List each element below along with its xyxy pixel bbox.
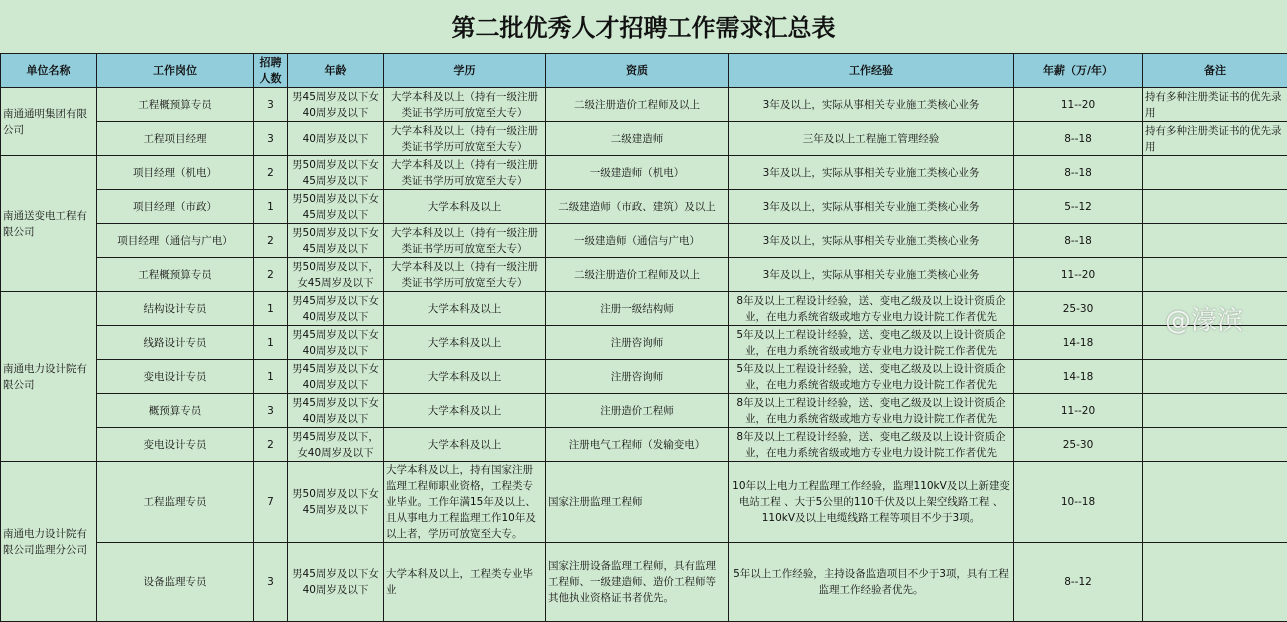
cell-position[interactable]: 线路设计专员: [97, 326, 254, 360]
cell-experience[interactable]: 8年及以上工程设计经验，送、变电乙级及以上设计资质企业，在电力系统省级或地方专业电力设计院工作者优先: [729, 428, 1014, 462]
table-row: [1, 326, 1287, 360]
cell-count[interactable]: 1: [254, 326, 288, 360]
table-row: [1, 360, 1287, 394]
table-row: [1, 156, 1287, 190]
cell-position[interactable]: 工程概预算专员: [97, 88, 254, 122]
cell-qualification[interactable]: 二级注册造价工程师及以上: [546, 88, 729, 122]
cell-note[interactable]: [1143, 224, 1287, 258]
cell-salary[interactable]: 8--18: [1014, 122, 1143, 156]
header-experience[interactable]: 工作经验: [729, 54, 1014, 88]
cell-note[interactable]: [1143, 258, 1287, 292]
table-row: [1, 122, 1287, 156]
cell-experience[interactable]: 3年及以上，实际从事相关专业施工类核心业务: [729, 88, 1014, 122]
cell-age[interactable]: 男45周岁及以下女40周岁及以下: [288, 543, 384, 622]
cell-salary[interactable]: 11--20: [1014, 394, 1143, 428]
cell-company[interactable]: 南通电力设计院有限公司: [1, 292, 97, 462]
cell-qualification[interactable]: 注册咨询师: [546, 326, 729, 360]
cell-experience[interactable]: 3年及以上，实际从事相关专业施工类核心业务: [729, 190, 1014, 224]
cell-count[interactable]: 2: [254, 224, 288, 258]
cell-salary[interactable]: 11--20: [1014, 258, 1143, 292]
cell-qualification[interactable]: 一级建造师（机电）: [546, 156, 729, 190]
cell-education[interactable]: 大学本科及以上，持有国家注册监理工程师职业资格，工程类专业毕业。工作年满15年及以上、且从事电力工程监理工作10年及以上者，学历可放宽至大专。: [384, 462, 546, 543]
cell-position[interactable]: 项目经理（机电）: [97, 156, 254, 190]
cell-qualification[interactable]: 注册一级结构师: [546, 292, 729, 326]
cell-age[interactable]: 男50周岁及以下，女45周岁及以下: [288, 258, 384, 292]
cell-age[interactable]: 男50周岁及以下女45周岁及以下: [288, 190, 384, 224]
cell-education[interactable]: 大学本科及以上（持有一级注册类证书学历可放宽至大专）: [384, 122, 546, 156]
cell-note[interactable]: [1143, 543, 1287, 622]
header-education[interactable]: 学历: [384, 54, 546, 88]
cell-position[interactable]: 变电设计专员: [97, 428, 254, 462]
cell-age[interactable]: 男50周岁及以下女45周岁及以下: [288, 156, 384, 190]
cell-experience[interactable]: 8年及以上工程设计经验，送、变电乙级及以上设计资质企业，在电力系统省级或地方专业电力设计院工作者优先: [729, 292, 1014, 326]
cell-count[interactable]: 2: [254, 156, 288, 190]
recruitment-table: [0, 53, 1287, 622]
cell-note[interactable]: [1143, 190, 1287, 224]
cell-qualification[interactable]: 国家注册监理工程师: [546, 462, 729, 543]
cell-note[interactable]: [1143, 292, 1287, 326]
cell-education[interactable]: 大学本科及以上: [384, 394, 546, 428]
cell-qualification[interactable]: 一级建造师（通信与广电）: [546, 224, 729, 258]
header-qualification[interactable]: 资质: [546, 54, 729, 88]
table-row: [1, 258, 1287, 292]
cell-company[interactable]: 南通电力设计院有限公司监理分公司: [1, 462, 97, 622]
cell-education[interactable]: 大学本科及以上（持有一级注册类证书学历可放宽至大专）: [384, 258, 546, 292]
cell-education[interactable]: 大学本科及以上（持有一级注册类证书学历可放宽至大专）: [384, 156, 546, 190]
cell-salary[interactable]: 10--18: [1014, 462, 1143, 543]
cell-count[interactable]: 2: [254, 428, 288, 462]
cell-qualification[interactable]: 二级建造师（市政、建筑）及以上: [546, 190, 729, 224]
cell-qualification[interactable]: 注册电气工程师（发输变电）: [546, 428, 729, 462]
cell-position[interactable]: 工程概预算专员: [97, 258, 254, 292]
cell-company[interactable]: 南通送变电工程有限公司: [1, 156, 97, 292]
cell-salary[interactable]: 8--18: [1014, 156, 1143, 190]
cell-age[interactable]: 40周岁及以下: [288, 122, 384, 156]
cell-education[interactable]: 大学本科及以上: [384, 428, 546, 462]
cell-position[interactable]: 工程监理专员: [97, 462, 254, 543]
cell-count[interactable]: 3: [254, 543, 288, 622]
cell-experience[interactable]: 3年及以上，实际从事相关专业施工类核心业务: [729, 258, 1014, 292]
cell-age[interactable]: 男50周岁及以下女45周岁及以下: [288, 224, 384, 258]
cell-age[interactable]: 男45周岁及以下女40周岁及以下: [288, 394, 384, 428]
cell-position[interactable]: 项目经理（通信与广电）: [97, 224, 254, 258]
cell-education[interactable]: 大学本科及以上，工程类专业毕业: [384, 543, 546, 622]
cell-experience[interactable]: 三年及以上工程施工管理经验: [729, 122, 1014, 156]
cell-qualification[interactable]: 注册造价工程师: [546, 394, 729, 428]
cell-experience[interactable]: 3年及以上，实际从事相关专业施工类核心业务: [729, 156, 1014, 190]
cell-position[interactable]: 项目经理（市政）: [97, 190, 254, 224]
header-note[interactable]: 备注: [1143, 54, 1287, 88]
cell-salary[interactable]: 25-30: [1014, 428, 1143, 462]
cell-experience[interactable]: 10年以上电力工程监理工作经验，监理110kV及以上新建变电站工程 、大于5公里的110千伏及以上架空线路工程 、110kV及以上电缆线路工程等项目不少于3项。: [729, 462, 1014, 543]
cell-note[interactable]: [1143, 156, 1287, 190]
table-row: [1, 292, 1287, 326]
cell-age[interactable]: 男45周岁及以下，女40周岁及以下: [288, 428, 384, 462]
cell-qualification[interactable]: 二级注册造价工程师及以上: [546, 258, 729, 292]
table-row: [1, 462, 1287, 543]
cell-qualification[interactable]: 二级建造师: [546, 122, 729, 156]
cell-age[interactable]: 男50周岁及以下女45周岁及以下: [288, 462, 384, 543]
cell-experience[interactable]: 5年以上工作经验，主持设备监造项目不少于3项，具有工程监理工作经验者优先。: [729, 543, 1014, 622]
cell-count[interactable]: 3: [254, 122, 288, 156]
cell-education[interactable]: 大学本科及以上: [384, 360, 546, 394]
cell-position[interactable]: 结构设计专员: [97, 292, 254, 326]
cell-position[interactable]: 工程项目经理: [97, 122, 254, 156]
cell-education[interactable]: 大学本科及以上: [384, 292, 546, 326]
cell-salary[interactable]: 14-18: [1014, 360, 1143, 394]
cell-experience[interactable]: 5年及以上工程设计经验，送、变电乙级及以上设计资质企业，在电力系统省级或地方专业电力设计院工作者优先: [729, 326, 1014, 360]
cell-experience[interactable]: 8年及以上工程设计经验，送、变电乙级及以上设计资质企业，在电力系统省级或地方专业电力设计院工作者优先: [729, 394, 1014, 428]
cell-education[interactable]: 大学本科及以上（持有一级注册类证书学历可放宽至大专）: [384, 88, 546, 122]
cell-salary[interactable]: 5--12: [1014, 190, 1143, 224]
cell-count[interactable]: 1: [254, 190, 288, 224]
cell-education[interactable]: 大学本科及以上（持有一级注册类证书学历可放宽至大专）: [384, 224, 546, 258]
header-age[interactable]: 年龄: [288, 54, 384, 88]
cell-age[interactable]: 男45周岁及以下女40周岁及以下: [288, 360, 384, 394]
cell-count[interactable]: 2: [254, 258, 288, 292]
table-row: [1, 394, 1287, 428]
table-row: [1, 88, 1287, 122]
table-row: [1, 190, 1287, 224]
sheet-title: 第二批优秀人才招聘工作需求汇总表: [0, 0, 1287, 53]
cell-count[interactable]: 1: [254, 292, 288, 326]
cell-note[interactable]: 持有多种注册类证书的优先录用: [1143, 122, 1287, 156]
header-position[interactable]: 工作岗位: [97, 54, 254, 88]
table-row: [1, 543, 1287, 622]
cell-position[interactable]: 概预算专员: [97, 394, 254, 428]
header-row: [1, 54, 1287, 88]
cell-age[interactable]: 男45周岁及以下女40周岁及以下: [288, 88, 384, 122]
watermark: @濠滨: [1165, 300, 1243, 337]
cell-note[interactable]: [1143, 462, 1287, 543]
table-row: [1, 224, 1287, 258]
cell-company[interactable]: 南通通明集团有限公司: [1, 88, 97, 156]
cell-qualification[interactable]: 国家注册设备监理工程师，具有监理工程师、一级建造师、造价工程师等其他执业资格证书者优先。: [546, 543, 729, 622]
cell-education[interactable]: 大学本科及以上: [384, 326, 546, 360]
cell-position[interactable]: 变电设计专员: [97, 360, 254, 394]
table-row: [1, 428, 1287, 462]
cell-count[interactable]: 7: [254, 462, 288, 543]
cell-salary[interactable]: 8--18: [1014, 224, 1143, 258]
cell-qualification[interactable]: 注册咨询师: [546, 360, 729, 394]
cell-position[interactable]: 设备监理专员: [97, 543, 254, 622]
cell-experience[interactable]: 5年及以上工程设计经验，送、变电乙级及以上设计资质企业，在电力系统省级或地方专业电力设计院工作者优先: [729, 360, 1014, 394]
cell-count[interactable]: 1: [254, 360, 288, 394]
cell-salary[interactable]: 8--12: [1014, 543, 1143, 622]
cell-age[interactable]: 男45周岁及以下女40周岁及以下: [288, 292, 384, 326]
cell-education[interactable]: 大学本科及以上: [384, 190, 546, 224]
cell-note[interactable]: [1143, 360, 1287, 394]
header-count[interactable]: 招聘人数: [254, 54, 288, 88]
cell-salary[interactable]: 11--20: [1014, 88, 1143, 122]
cell-note[interactable]: [1143, 326, 1287, 360]
cell-salary[interactable]: 25-30: [1014, 292, 1143, 326]
cell-note[interactable]: [1143, 428, 1287, 462]
cell-count[interactable]: 3: [254, 88, 288, 122]
cell-note[interactable]: [1143, 394, 1287, 428]
cell-age[interactable]: 男45周岁及以下女40周岁及以下: [288, 326, 384, 360]
cell-count[interactable]: 3: [254, 394, 288, 428]
header-salary[interactable]: 年薪（万/年）: [1014, 54, 1143, 88]
header-company[interactable]: 单位名称: [1, 54, 97, 88]
cell-salary[interactable]: 14-18: [1014, 326, 1143, 360]
cell-experience[interactable]: 3年及以上，实际从事相关专业施工类核心业务: [729, 224, 1014, 258]
cell-note[interactable]: 持有多种注册类证书的优先录用: [1143, 88, 1287, 122]
